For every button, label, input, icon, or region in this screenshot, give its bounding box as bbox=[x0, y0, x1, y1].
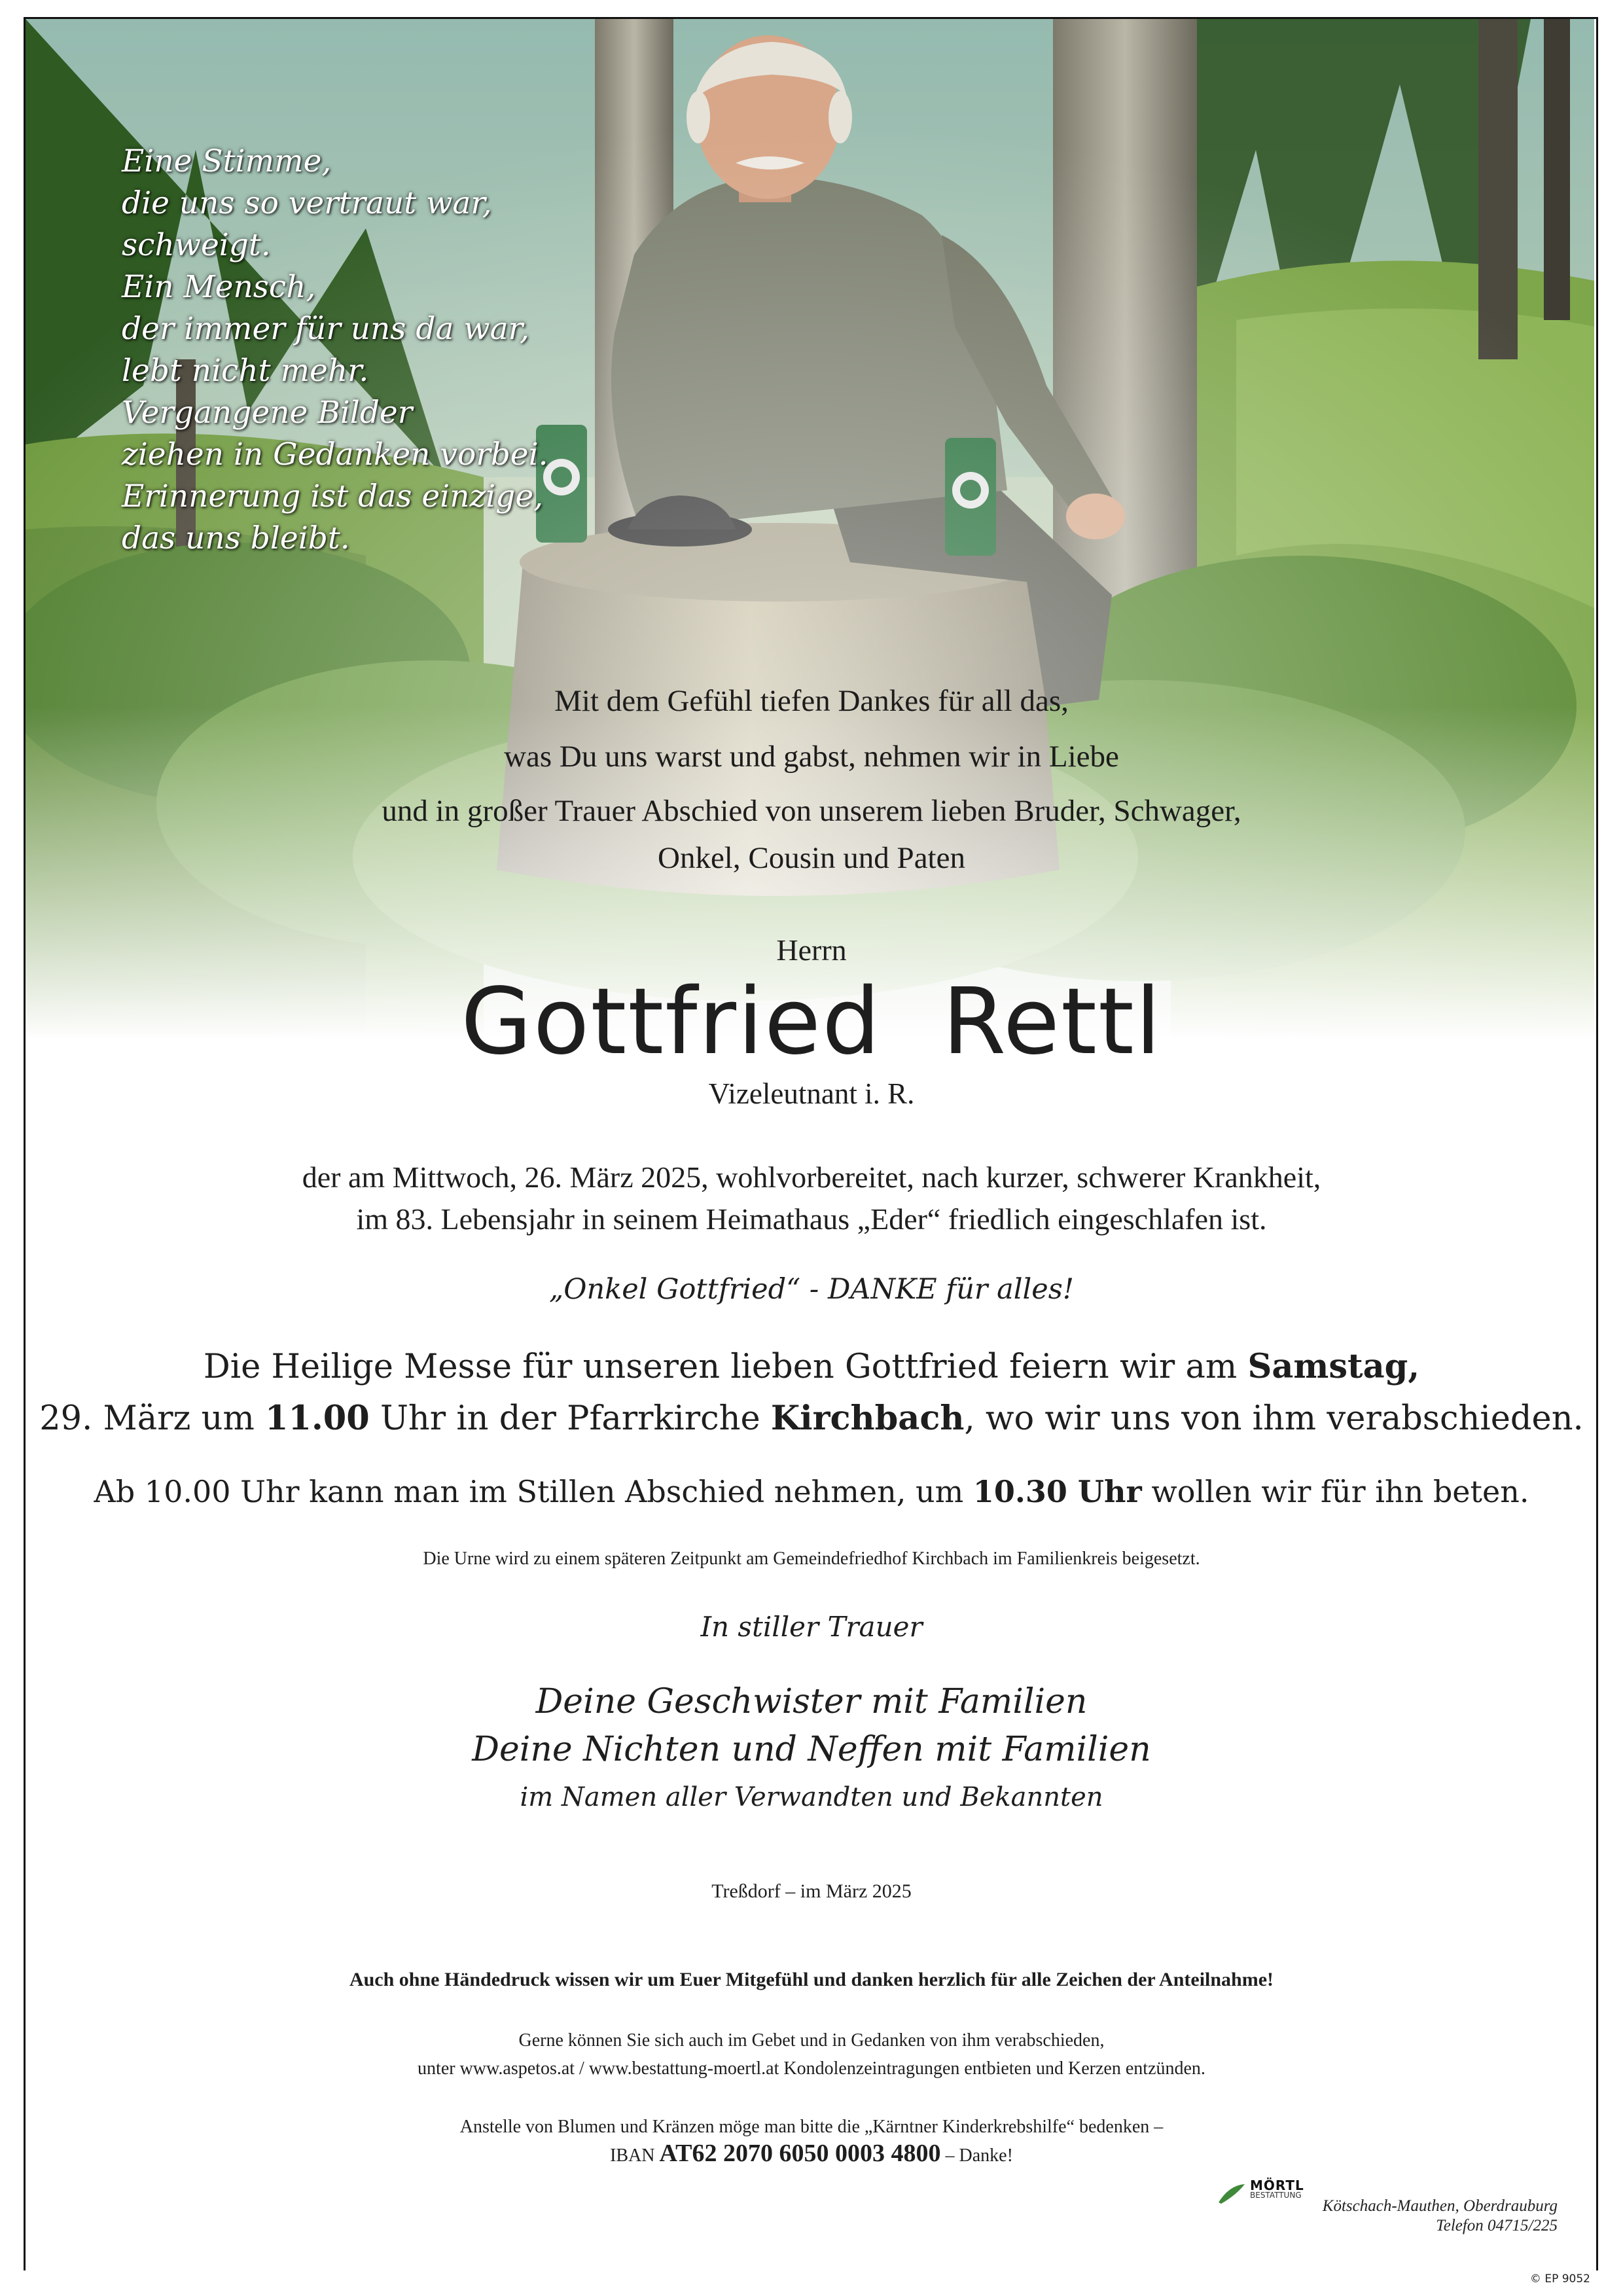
deceased-rank: Vizeleutnant i. R. bbox=[708, 1077, 915, 1110]
mass-line-3 bbox=[0, 1474, 1623, 1509]
mass-text: Uhr in der Pfarrkirche bbox=[369, 1399, 771, 1438]
farewell-text: wollen wir für ihn beten. bbox=[1141, 1474, 1529, 1509]
intro-line: Mit dem Gefühl tiefen Dankes für all das, bbox=[554, 684, 1069, 718]
iban-line bbox=[0, 2139, 1623, 2168]
undertaker-sub: BESTATTUNG bbox=[1250, 2191, 1302, 2200]
poem-line: lebt nicht mehr. bbox=[122, 353, 369, 389]
undertaker-logo bbox=[1217, 2176, 1558, 2242]
intro-line: was Du uns warst und gabst, nehmen wir in Liebe bbox=[504, 740, 1119, 774]
salutation: Herrn bbox=[776, 933, 847, 967]
place-date: Treßdorf – im März 2025 bbox=[711, 1880, 912, 1902]
leaf-icon bbox=[1217, 2183, 1246, 2205]
poem-line: das uns bleibt. bbox=[122, 520, 350, 556]
iban-thanks: – Danke! bbox=[940, 2145, 1013, 2166]
mourners-line: Deine Nichten und Neffen mit Familien bbox=[472, 1730, 1151, 1769]
intro-line: und in großer Trauer Abschied von unserem lieben Bruder, Schwager, bbox=[382, 794, 1241, 828]
mass-text: 29. März um bbox=[39, 1399, 266, 1438]
undertaker-phone: Telefon 04715/225 bbox=[1436, 2217, 1558, 2234]
poem-line: Eine Stimme, bbox=[122, 143, 332, 179]
iban-label: IBAN bbox=[610, 2145, 660, 2166]
intro-line: Onkel, Cousin und Paten bbox=[658, 841, 965, 875]
poem-line: ziehen in Gedanken vorbei. bbox=[122, 437, 548, 473]
memorial-poem bbox=[122, 141, 593, 560]
mass-text: , wo wir uns von ihm verabschieden. bbox=[964, 1399, 1584, 1438]
urn-note: Die Urne wird zu einem späteren Zeitpunkt am Gemeindefriedhof Kirchbach im Familienkreis beigesetzt. bbox=[423, 1549, 1200, 1569]
mourning-heading: In stiller Trauer bbox=[700, 1611, 923, 1643]
iban-number: AT62 2070 6050 0003 4800 bbox=[659, 2140, 941, 2167]
online-line: Gerne können Sie sich auch im Gebet und in Gedanken von ihm verabschieden, bbox=[518, 2030, 1105, 2051]
ep-code: © EP 9052 bbox=[1529, 2272, 1590, 2286]
prayer-time: 10.30 Uhr bbox=[972, 1474, 1142, 1509]
mourners-sub: im Namen aller Verwandten und Bekannten bbox=[520, 1782, 1103, 1812]
mass-church: Kirchbach bbox=[770, 1399, 965, 1438]
poem-line: Ein Mensch, bbox=[122, 269, 316, 305]
deceased-name: Gottfried Rettl bbox=[461, 969, 1162, 1075]
poem-line: Erinnerung ist das einzige, bbox=[122, 478, 544, 514]
family-quote: „Onkel Gottfried“ - DANKE für alles! bbox=[548, 1273, 1075, 1306]
poem-line: die uns so vertraut war, bbox=[122, 185, 492, 221]
mass-line-2 bbox=[0, 1399, 1623, 1438]
mass-line-1 bbox=[0, 1347, 1623, 1386]
death-notice-line: im 83. Lebensjahr in seinem Heimathaus „Eder“ friedlich eingeschlafen ist. bbox=[356, 1202, 1267, 1236]
mass-time: 11.00 bbox=[265, 1399, 370, 1438]
farewell-text: Ab 10.00 Uhr kann man im Stillen Abschied nehmen, um bbox=[94, 1474, 973, 1509]
mass-text: Die Heilige Messe für unseren lieben Gottfried feiern wir am bbox=[203, 1348, 1248, 1386]
poem-line: Vergangene Bilder bbox=[122, 395, 413, 431]
death-notice-line: der am Mittwoch, 26. März 2025, wohlvorbereitet, nach kurzer, schwerer Krankheit, bbox=[302, 1160, 1321, 1194]
online-line: unter www.aspetos.at / www.bestattung-moertl.at Kondolenzeintragungen entbieten und Kerzen entzünden. bbox=[418, 2058, 1205, 2079]
undertaker-brand: MÖRTL bbox=[1250, 2178, 1304, 2193]
poem-line: schweigt. bbox=[122, 227, 271, 263]
mass-day: Samstag, bbox=[1247, 1347, 1420, 1386]
undertaker-address: Kötschach-Mauthen, Oberdrauburg bbox=[1322, 2197, 1558, 2215]
thanks-line: Auch ohne Händedruck wissen wir um Euer Mitgefühl und danken herzlich für alle Zeichen der Anteilnahme! bbox=[349, 1969, 1274, 1990]
mourners-line: Deine Geschwister mit Familien bbox=[535, 1682, 1088, 1721]
poem-line: der immer für uns da war, bbox=[122, 311, 529, 347]
donation-line: Anstelle von Blumen und Kränzen möge man bitte die „Kärntner Kinderkrebshilfe“ bedenken – bbox=[459, 2117, 1164, 2137]
